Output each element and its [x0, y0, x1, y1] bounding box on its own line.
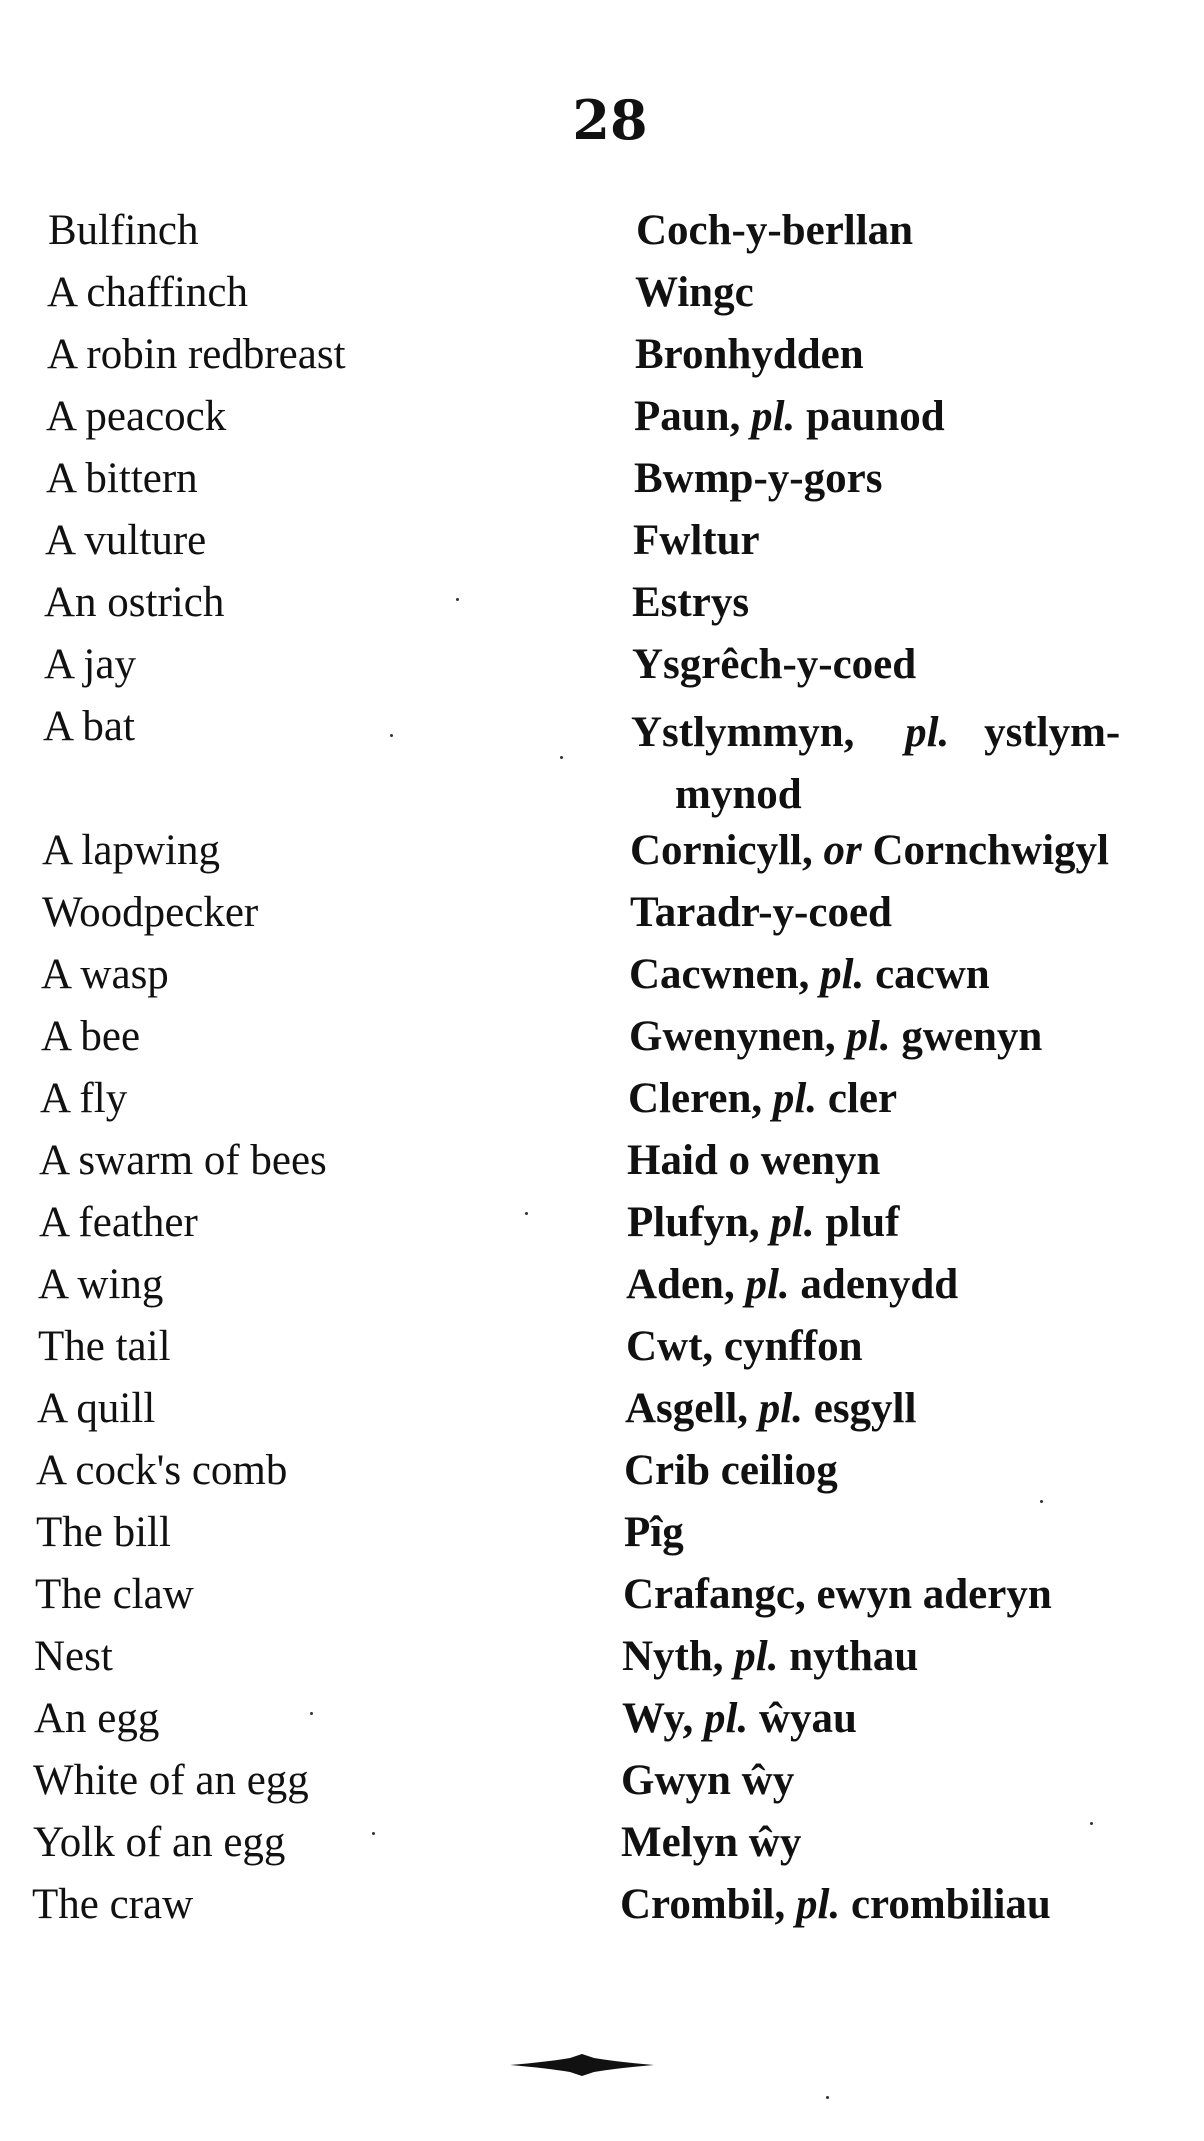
- plural-marker: pl.: [734, 1633, 779, 1680]
- plural-form: ŵyau: [759, 1695, 857, 1742]
- welsh-word: Wingc: [635, 269, 754, 316]
- welsh-translation: [629, 1012, 1042, 1061]
- plural-continuation: mynod: [675, 771, 802, 818]
- vocabulary-entry: [0, 330, 1204, 392]
- welsh-word: Cornicyll,: [630, 827, 813, 874]
- vocabulary-entry: [0, 640, 1204, 702]
- welsh-word: Coch-y-berllan: [636, 207, 914, 254]
- plural-form: adenydd: [800, 1261, 959, 1308]
- english-term: A vulture: [45, 517, 207, 564]
- plural-form: esgyll: [813, 1385, 917, 1432]
- english-term: A lapwing: [42, 827, 220, 874]
- vocabulary-entry: [0, 206, 1204, 268]
- print-speck: [826, 2096, 829, 2099]
- welsh-translation: [630, 888, 892, 937]
- welsh-translation: [633, 516, 760, 565]
- welsh-word: Taradr-y-coed: [630, 889, 892, 936]
- welsh-translation: [628, 1074, 897, 1123]
- plural-form: crombiliau: [850, 1881, 1051, 1928]
- welsh-word: Gwyn ŵy: [621, 1757, 795, 1804]
- print-speck: [372, 1832, 375, 1835]
- welsh-translation: [623, 1570, 1052, 1619]
- welsh-translation: [636, 206, 913, 255]
- english-term: The bill: [36, 1509, 171, 1556]
- vocabulary-entry: [0, 1508, 1204, 1570]
- welsh-word: Crombil,: [620, 1881, 786, 1928]
- welsh-word: Pîg: [624, 1509, 684, 1556]
- welsh-word: Crib ceiliog: [624, 1447, 838, 1494]
- welsh-word: Haid o wenyn: [627, 1137, 881, 1184]
- welsh-word: Melyn ŵy: [621, 1819, 802, 1866]
- english-term: A swarm of bees: [39, 1137, 327, 1184]
- vocabulary-entry: [0, 1818, 1204, 1880]
- english-term: A wing: [38, 1261, 164, 1308]
- welsh-translation: [621, 1818, 801, 1867]
- welsh-word: Ystlymmyn,: [631, 709, 855, 756]
- english-term: White of an egg: [33, 1757, 309, 1804]
- welsh-translation: [632, 640, 916, 689]
- welsh-translation: [635, 330, 864, 379]
- print-speck: [310, 1712, 313, 1715]
- english-term: An egg: [34, 1695, 160, 1742]
- welsh-translation: [634, 392, 945, 441]
- vocabulary-entry: [0, 578, 1204, 640]
- plural-form: pluf: [825, 1199, 900, 1246]
- english-term: A bittern: [46, 455, 198, 502]
- plural-form: gwenyn: [901, 1013, 1043, 1060]
- welsh-translation: [631, 702, 1171, 826]
- print-speck: [390, 734, 393, 737]
- plural-marker: pl.: [758, 1385, 803, 1432]
- welsh-word: Ysgrêch-y-coed: [632, 641, 917, 688]
- plural-form: Cornchwigyl: [872, 827, 1109, 874]
- welsh-translation: [635, 268, 754, 317]
- welsh-word: Fwltur: [633, 517, 760, 564]
- vocabulary-entry: [0, 1012, 1204, 1074]
- plural-marker: pl.: [772, 1075, 818, 1122]
- vocabulary-entry: [0, 454, 1204, 516]
- vocabulary-entry: [0, 1756, 1204, 1818]
- vocabulary-entry: [0, 516, 1204, 578]
- welsh-translation: [634, 454, 882, 503]
- welsh-word: Crafangc, ewyn aderyn: [623, 1571, 1052, 1618]
- welsh-translation: [626, 1322, 862, 1371]
- welsh-translation: [627, 1198, 899, 1247]
- welsh-translation: [630, 826, 1109, 875]
- welsh-word: Plufyn,: [627, 1199, 760, 1246]
- plural-form: cler: [827, 1075, 898, 1122]
- vocabulary-entry: [0, 1322, 1204, 1384]
- vocabulary-entry: [0, 392, 1204, 454]
- welsh-word: Gwenynen,: [629, 1013, 836, 1060]
- welsh-translation: [629, 950, 990, 999]
- english-term: A peacock: [46, 393, 227, 440]
- plural-form: paunod: [806, 393, 945, 440]
- welsh-translation: [632, 578, 749, 627]
- print-speck: [560, 756, 563, 759]
- welsh-translation: [622, 1694, 857, 1743]
- vocabulary-entry: [0, 950, 1204, 1012]
- welsh-word: Nyth,: [622, 1633, 724, 1680]
- plural-marker: pl.: [751, 393, 796, 440]
- vocabulary-entry: [0, 826, 1204, 888]
- plural-marker: pl.: [745, 1261, 790, 1308]
- english-term: A bat: [43, 703, 135, 750]
- vocabulary-entry: [0, 1880, 1204, 1942]
- plural-marker: or: [823, 827, 862, 874]
- print-speck: [456, 598, 459, 601]
- welsh-word: Paun,: [634, 393, 741, 440]
- plural-marker: pl.: [846, 1013, 891, 1060]
- english-term: A feather: [39, 1199, 198, 1246]
- tailpiece-ornament-icon: [510, 2054, 654, 2076]
- welsh-translation: [620, 1880, 1051, 1929]
- vocabulary-entry: [0, 1446, 1204, 1508]
- vocabulary-entry: [0, 1074, 1204, 1136]
- print-speck: [1040, 1500, 1043, 1503]
- english-term: Yolk of an egg: [33, 1819, 286, 1866]
- english-term: The tail: [38, 1323, 171, 1370]
- plural-marker: pl.: [905, 709, 950, 756]
- plural-marker: pl.: [704, 1695, 749, 1742]
- welsh-word: Aden,: [626, 1261, 735, 1308]
- welsh-word: Wy,: [622, 1695, 694, 1742]
- vocabulary-list: [0, 206, 1204, 1942]
- page-number: 28: [572, 88, 648, 152]
- plural-form: cacwn: [875, 951, 990, 998]
- vocabulary-entry: [0, 1198, 1204, 1260]
- welsh-translation: [624, 1508, 684, 1557]
- english-term: The craw: [32, 1881, 194, 1928]
- print-speck: [525, 1212, 528, 1215]
- plural-form: nythau: [789, 1633, 919, 1680]
- vocabulary-entry: [0, 1260, 1204, 1322]
- welsh-translation: [624, 1446, 838, 1495]
- welsh-translation: [625, 1384, 916, 1433]
- plural-marker: pl.: [770, 1199, 815, 1246]
- english-term: Bulfinch: [48, 207, 199, 254]
- vocabulary-entry: [0, 1694, 1204, 1756]
- vocabulary-entry: [0, 702, 1204, 826]
- welsh-word: Asgell,: [625, 1385, 749, 1432]
- english-term: A cock's comb: [36, 1447, 288, 1494]
- english-term: Nest: [34, 1633, 113, 1680]
- english-term: The claw: [35, 1571, 194, 1618]
- english-term: A chaffinch: [47, 269, 248, 316]
- plural-marker: pl.: [820, 951, 865, 998]
- welsh-word: Cleren,: [628, 1075, 763, 1122]
- english-term: A bee: [41, 1013, 141, 1060]
- english-term: A wasp: [41, 951, 169, 998]
- welsh-word: Cwt, cynffon: [626, 1323, 863, 1370]
- welsh-translation: [622, 1632, 918, 1681]
- welsh-word: Cacwnen,: [629, 951, 810, 998]
- welsh-translation: [621, 1756, 794, 1805]
- welsh-word: Bronhydden: [635, 331, 864, 378]
- plural-marker: pl.: [796, 1881, 841, 1928]
- english-term: A jay: [44, 641, 136, 688]
- welsh-translation: [627, 1136, 880, 1185]
- english-term: Woodpecker: [42, 889, 259, 936]
- english-term: A robin redbreast: [47, 331, 346, 378]
- vocabulary-entry: [0, 1136, 1204, 1198]
- plural-form: ystlym-: [984, 709, 1121, 756]
- english-term: A fly: [40, 1075, 128, 1122]
- print-speck: [1090, 1822, 1093, 1825]
- welsh-word: Bwmp-y-gors: [634, 455, 883, 502]
- vocabulary-entry: [0, 1384, 1204, 1446]
- vocabulary-entry: [0, 1570, 1204, 1632]
- vocabulary-entry: [0, 888, 1204, 950]
- welsh-word: Estrys: [632, 579, 750, 626]
- welsh-translation: [626, 1260, 958, 1309]
- vocabulary-entry: [0, 1632, 1204, 1694]
- english-term: A quill: [37, 1385, 156, 1432]
- vocabulary-entry: [0, 268, 1204, 330]
- english-term: An ostrich: [44, 579, 225, 626]
